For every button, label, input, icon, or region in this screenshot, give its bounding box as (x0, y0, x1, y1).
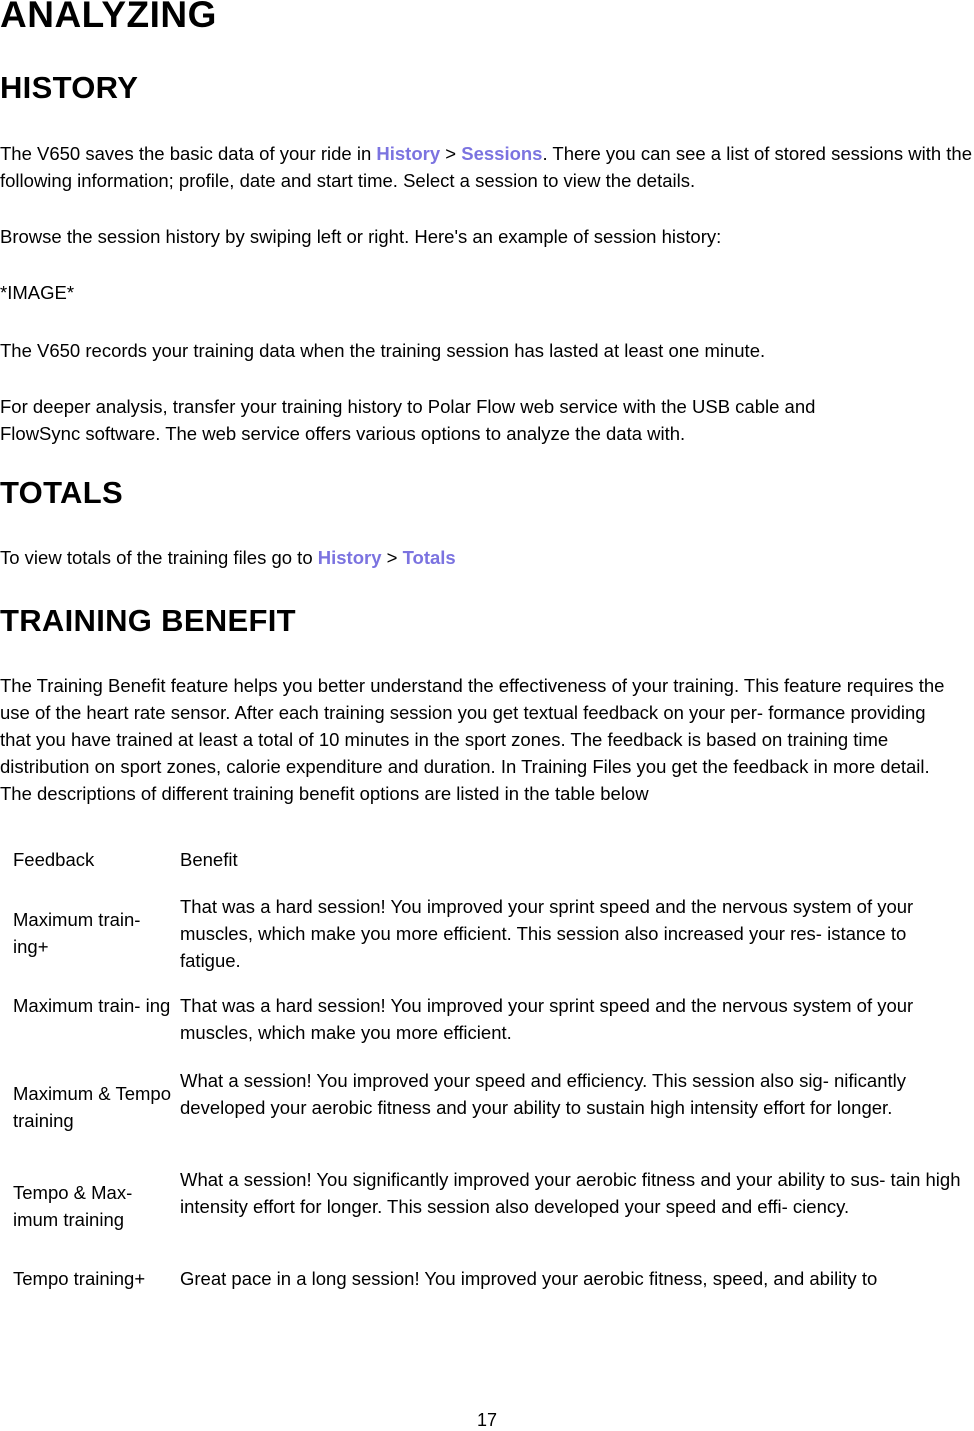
table-row (13, 1067, 963, 1166)
sessions-link[interactable]: Sessions (461, 143, 543, 164)
totals-link[interactable]: Totals (402, 547, 456, 568)
history-paragraph-4: For deeper analysis, transfer your training history to Polar Flow web service with the USB cable and FlowSync software. The web service offers various options to analyze the data with. (0, 396, 816, 444)
table-row (13, 1166, 963, 1265)
history-p1-text-a: The V650 saves the basic data of your ride in (0, 143, 377, 164)
feedback-cell: Tempo & Max- imum training (13, 1182, 133, 1230)
history-link[interactable]: History (376, 143, 441, 164)
page-title: ANALYZING (0, 0, 217, 35)
table-header-feedback: Feedback (13, 849, 95, 870)
training-benefit-intro: The Training Benefit feature helps you better understand the effectiveness of your training. This feature requires the use of the heart rate sensor. After each training session you get textual feedback on your per- formance providing that you have trained at least a total of 10 minutes in the sport zones. The feedback is based on training time distribution on sport zones, calorie expenditure and duration. In Training Files you get the feedback in more detail. The descriptions of different training benefit options are listed in the table below (0, 675, 945, 804)
table-row (13, 1265, 963, 1292)
table-row (13, 992, 963, 1067)
feedback-cell: Maximum train- ing+ (13, 909, 141, 957)
image-placeholder: *IMAGE* (0, 282, 75, 303)
table-row (13, 893, 963, 992)
benefit-cell: That was a hard session! You improved your sprint speed and the nervous system of your muscles, which make you more efficient. This session also increased your res- istance to fatigue. (180, 896, 914, 971)
table-header-benefit: Benefit (180, 849, 238, 870)
totals-paragraph (0, 544, 974, 571)
benefit-cell: Great pace in a long session! You improved your aerobic fitness, speed, and ability to (180, 1268, 878, 1289)
training-benefit-table (13, 846, 963, 1292)
totals-history-link[interactable]: History (317, 547, 382, 568)
benefit-cell: What a session! You significantly improved your aerobic fitness and your ability to sus- tain high intensity effort for longer. This session also developed your speed and effi- ciency. (180, 1169, 961, 1217)
training-benefit-heading: TRAINING BENEFIT (0, 603, 296, 638)
feedback-cell: Tempo training+ (13, 1268, 146, 1289)
totals-separator: > (381, 547, 403, 568)
feedback-cell: Maximum train- ing (13, 995, 171, 1016)
history-p1-text-b: . There you can see a list of stored sessions with the following information; profile, date and start time. Select a session to view the details. (0, 143, 972, 191)
totals-heading: TOTALS (0, 475, 123, 510)
table-header-row (13, 846, 963, 893)
benefit-cell: That was a hard session! You improved your sprint speed and the nervous system of your muscles, which make you more efficient. (180, 995, 914, 1043)
history-heading: HISTORY (0, 70, 139, 105)
benefit-cell: What a session! You improved your speed and efficiency. This session also sig- nificantly developed your aerobic fitness and your ability to sustain high intensity effort for longer. (180, 1070, 906, 1118)
totals-text: To view totals of the training files go to (0, 547, 318, 568)
history-paragraph-3: The V650 records your training data when the training session has lasted at least one minute. (0, 340, 766, 361)
feedback-cell: Maximum & Tempo training (13, 1083, 171, 1131)
history-paragraph-2: Browse the session history by swiping left or right. Here's an example of session history: (0, 226, 722, 247)
history-paragraph-1 (0, 140, 974, 194)
page-number: 17 (476, 1410, 498, 1430)
history-p1-separator: > (440, 143, 462, 164)
